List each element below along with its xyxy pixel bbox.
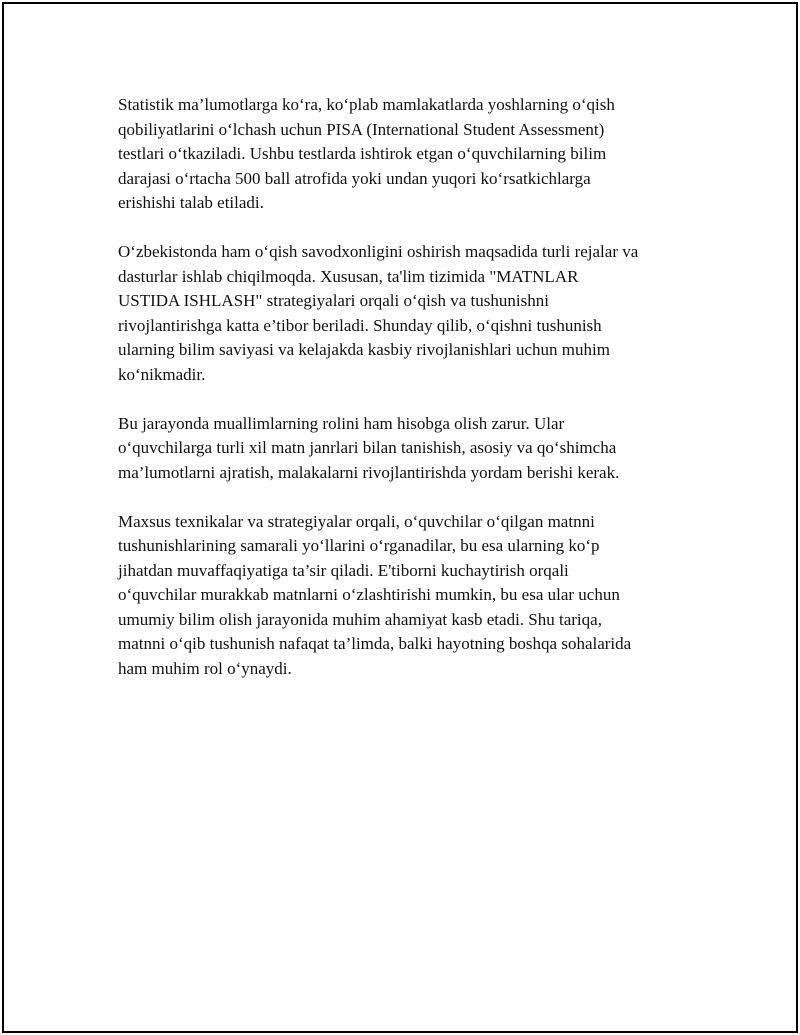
- text-line: dasturlar ishlab chiqilmoqda. Xususan, ta'lim tizimida "MATNLAR: [118, 266, 579, 286]
- paragraph-1: [118, 93, 708, 216]
- text-line: qobiliyatlarini o‘lchash uchun PISA (International Student Assessment): [118, 119, 605, 139]
- text-line: ham muhim rol o‘ynaydi.: [118, 658, 292, 678]
- paragraph-2: [118, 240, 708, 387]
- text-line: USTIDA ISHLASH" strategiyalari orqali o‘qish va tushunishni: [118, 291, 549, 310]
- text-line: matnni o‘qib tushunish nafaqat ta’limda, balki hayotning boshqa sohalarida: [118, 634, 632, 653]
- text-line: Maxsus texnikalar va strategiyalar orqali, o‘quvchilar o‘qilgan matnni: [118, 511, 595, 531]
- paragraph-3: [118, 412, 708, 486]
- text-line: ko‘nikmadir.: [118, 364, 206, 384]
- text-line: o‘quvchilarga turli xil matn janrlari bilan tanishish, asosiy va qo‘shimcha: [118, 438, 617, 457]
- text-line: rivojlantirishga katta e’tibor beriladi. Shunday qilib, o‘qishni tushunish: [118, 315, 602, 335]
- text-line: ma’lumotlarni ajratish, malakalarni rivojlantirishda yordam berishi kerak.: [118, 462, 620, 482]
- text-line: ularning bilim saviyasi va kelajakda kasbiy rivojlanishlari uchun muhim: [118, 340, 610, 359]
- text-line: jihatdan muvaffaqiyatiga ta’sir qiladi. E'tiborni kuchaytirish orqali: [118, 560, 569, 580]
- text-line: Bu jarayonda muallimlarning rolini ham hisobga olish zarur. Ular: [118, 413, 565, 433]
- text-line: erishishi talab etiladi.: [118, 193, 264, 212]
- text-line: O‘zbekistonda ham o‘qish savodxonligini oshirish maqsadida turli rejalar va: [118, 242, 639, 261]
- text-line: testlari o‘tkaziladi. Ushbu testlarda ishtirok etgan o‘quvchilarning bilim: [118, 144, 607, 163]
- paragraph-4: [118, 510, 708, 682]
- text-line: umumiy bilim olish jarayonida muhim ahamiyat kasb etadi. Shu tariqa,: [118, 609, 602, 629]
- text-line: tushunishlarining samarali yo‘llarini o‘rganadilar, bu esa ularning ko‘p: [118, 536, 600, 555]
- text-line: darajasi o‘rtacha 500 ball atrofida yoki undan yuqori ko‘rsatkichlarga: [118, 168, 591, 188]
- text-line: Statistik ma’lumotlarga ko‘ra, ko‘plab mamlakatlarda yoshlarning o‘qish: [118, 95, 615, 114]
- text-line: o‘quvchilar murakkab matnlarni o‘zlashtirishi mumkin, bu esa ular uchun: [118, 585, 620, 604]
- document-body: [118, 93, 708, 706]
